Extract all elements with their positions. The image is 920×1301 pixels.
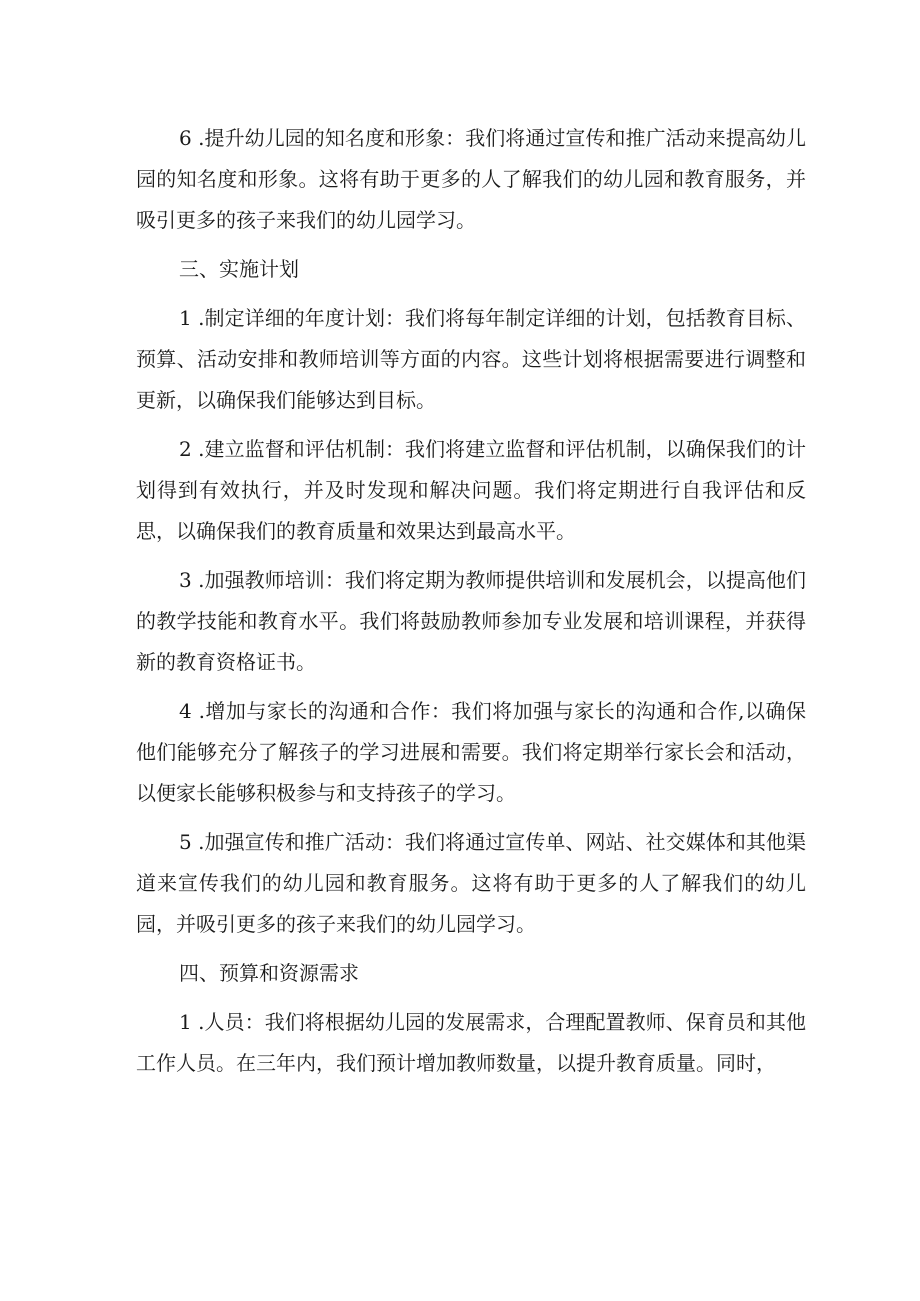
paragraph-plan-5: 5 .加强宣传和推广活动：我们将通过宣传单、网站、社交媒体和其他渠道来宣传我们的幼儿园和教育服务。这将有助于更多的人了解我们的幼儿园，并吸引更多的孩子来我们的幼儿园学习。: [136, 830, 806, 936]
section-heading-budget: 四、预算和资源需求: [179, 961, 359, 985]
paragraph-plan-2: 2 .建立监督和评估机制：我们将建立监督和评估机制，以确保我们的计划得到有效执行，并及时发现和解决问题。我们将定期进行自我评估和反思，以确保我们的教育质量和效果达到最高水平。: [136, 437, 806, 543]
paragraph-plan-3: 3 .加强教师培训：我们将定期为教师提供培训和发展机会，以提高他们的教学技能和教育水平。我们将鼓励教师参加专业发展和培训课程，并获得新的教育资格证书。: [136, 568, 806, 674]
paragraph-budget-1: 1 .人员：我们将根据幼儿园的发展需求，合理配置教师、保育员和其他工作人员。在三年内，我们预计增加教师数量，以提升教育质量。同时，: [136, 1010, 806, 1075]
document-body: [136, 118, 806, 1084]
section-heading-implementation: 三、实施计划: [179, 257, 299, 281]
paragraph-plan-1: 1 .制定详细的年度计划：我们将每年制定详细的计划，包括教育目标、预算、活动安排和教师培训等方面的内容。这些计划将根据需要进行调整和更新，以确保我们能够达到目标。: [136, 306, 806, 412]
paragraph-goal-6: 6 .提升幼儿园的知名度和形象：我们将通过宣传和推广活动来提高幼儿园的知名度和形象。这将有助于更多的人了解我们的幼儿园和教育服务，并吸引更多的孩子来我们的幼儿园学习。: [136, 126, 806, 232]
paragraph-plan-4: 4 .增加与家长的沟通和合作：我们将加强与家长的沟通和合作,以确保他们能够充分了解孩子的学习进展和需要。我们将定期举行家长会和活动，以便家长能够积极参与和支持孩子的学习。: [136, 699, 806, 805]
